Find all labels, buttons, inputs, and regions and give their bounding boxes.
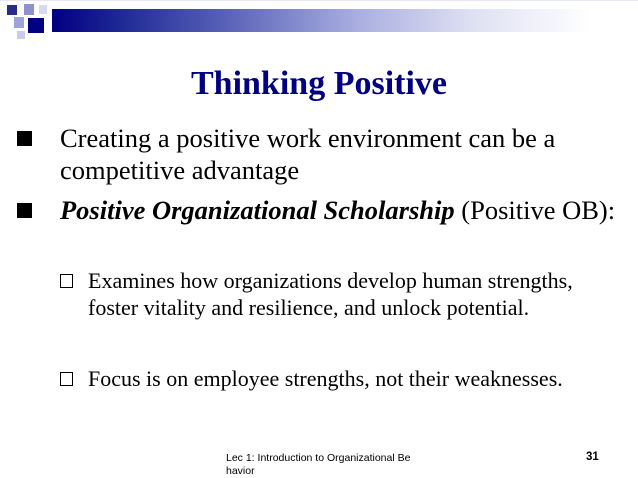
bullet-item	[60, 122, 620, 186]
page-number: 31	[586, 451, 599, 463]
bullet-emphasis: Positive Organizational Scholarship	[60, 195, 455, 225]
deco-square-icon	[24, 4, 34, 15]
deco-square-icon	[17, 31, 25, 39]
deco-square-icon	[14, 17, 24, 28]
deco-square-icon	[7, 5, 17, 15]
hollow-square-icon	[60, 274, 73, 288]
bullet-text: (Positive OB):	[454, 195, 616, 225]
sub-bullet-item	[88, 267, 618, 321]
sub-bullet-item	[88, 365, 618, 392]
sub-bullet-text: Focus is on employee strengths, not their weaknesses.	[88, 366, 563, 391]
slide-title: Thinking Positive	[190, 65, 447, 102]
bullet-text: Creating a positive work environment can be a competitive advantage	[60, 123, 556, 185]
filled-square-icon	[17, 203, 32, 218]
header-top-rule	[0, 0, 638, 1]
hollow-square-icon	[60, 372, 73, 386]
filled-square-icon	[17, 131, 32, 146]
sub-bullet-text: Examines how organizations develop human strengths, foster vitality and resilience, and unlock potential.	[88, 268, 573, 320]
header-gradient-band	[52, 9, 638, 32]
deco-square-icon	[28, 18, 44, 33]
bullet-item	[60, 194, 620, 226]
slide-footer: Lec 1: Introduction to Organizational Be havior	[226, 452, 411, 477]
deco-square-icon	[39, 5, 47, 14]
